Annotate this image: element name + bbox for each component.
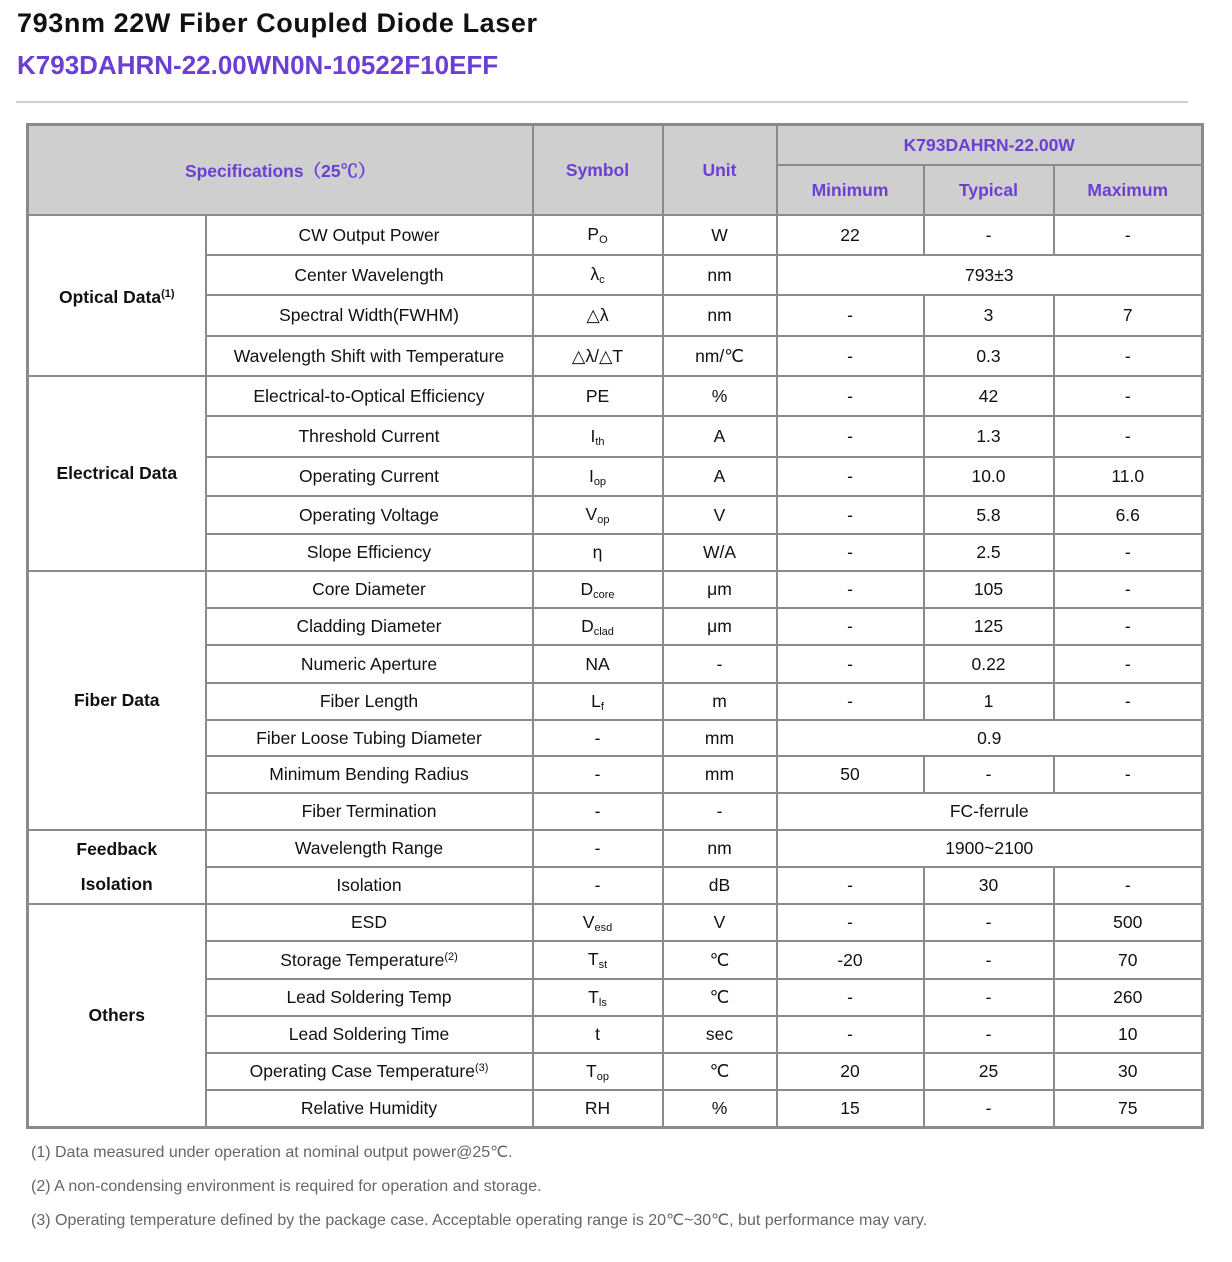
table-row	[28, 376, 1203, 416]
cell-parameter	[206, 295, 533, 336]
cell-unit: nm	[663, 255, 777, 295]
cell-unit: ℃	[663, 941, 777, 979]
cell-parameter	[206, 1016, 533, 1053]
parameter-text: Storage Temperature	[280, 949, 445, 970]
cell-min: -20	[777, 941, 924, 979]
cell-unit: A	[663, 457, 777, 496]
cell-parameter	[206, 416, 533, 457]
group-label-text: Fiber Data	[73, 690, 160, 710]
cell-symbol	[533, 215, 663, 255]
cell-symbol	[533, 416, 663, 457]
cell-typ: -	[924, 1090, 1054, 1127]
cell-symbol	[533, 571, 663, 608]
group-label-line: Feedback	[76, 839, 158, 859]
symbol-text: t	[595, 1024, 600, 1044]
cell-max: -	[1054, 645, 1203, 683]
cell-symbol	[533, 756, 663, 793]
footnotes	[31, 1142, 927, 1244]
cell-max: -	[1054, 683, 1203, 720]
cell-unit: W/A	[663, 534, 777, 571]
parameter-text: Operating Current	[298, 466, 440, 486]
header-typical: Typical	[924, 165, 1054, 215]
cell-value-span: 0.9	[777, 720, 1203, 756]
cell-parameter	[206, 645, 533, 683]
cell-symbol	[533, 295, 663, 336]
cell-typ: 5.8	[924, 496, 1054, 534]
cell-symbol	[533, 336, 663, 376]
table-row	[28, 215, 1203, 255]
cell-min: -	[777, 904, 924, 941]
symbol-text: △λ/△T	[571, 345, 624, 366]
table-row	[28, 571, 1203, 608]
cell-max: 260	[1054, 979, 1203, 1016]
group-label-text: Electrical Data	[56, 463, 178, 483]
cell-parameter	[206, 376, 533, 416]
cell-max: -	[1054, 215, 1203, 255]
header-maximum: Maximum	[1054, 165, 1203, 215]
parameter-text: CW Output Power	[298, 224, 440, 245]
group-label-others	[28, 904, 206, 1127]
parameter-text: Cladding Diameter	[296, 616, 442, 636]
cell-parameter	[206, 608, 533, 645]
symbol-text: -	[594, 838, 601, 858]
cell-symbol	[533, 457, 663, 496]
cell-parameter	[206, 457, 533, 496]
symbol-text: -	[594, 727, 601, 748]
divider	[16, 101, 1188, 103]
cell-parameter	[206, 215, 533, 255]
group-label-text: Optical Data	[58, 286, 162, 307]
symbol-text: -	[594, 875, 601, 895]
group-label-feedback	[28, 830, 206, 904]
cell-parameter	[206, 979, 533, 1016]
group-label-electrical	[28, 376, 206, 571]
cell-min: -	[777, 608, 924, 645]
cell-typ: 2.5	[924, 534, 1054, 571]
cell-typ: 105	[924, 571, 1054, 608]
parameter-text: Isolation	[336, 875, 402, 895]
footnote-ref: (3)	[474, 1062, 489, 1074]
symbol-subscript: f	[600, 700, 604, 713]
cell-unit: A	[663, 416, 777, 457]
symbol-text: NA	[585, 653, 610, 674]
parameter-text: ESD	[351, 912, 387, 932]
cell-typ: -	[924, 979, 1054, 1016]
symbol-text: L	[591, 690, 601, 711]
parameter-text: Wavelength Range	[294, 838, 444, 858]
cell-parameter	[206, 756, 533, 793]
cell-max: 70	[1054, 941, 1203, 979]
cell-max: 7	[1054, 295, 1203, 336]
cell-min: -	[777, 295, 924, 336]
parameter-text: Minimum Bending Radius	[269, 764, 469, 784]
cell-max: 11.0	[1054, 457, 1203, 496]
cell-max: -	[1054, 608, 1203, 645]
cell-symbol	[533, 1090, 663, 1127]
cell-max: -	[1054, 336, 1203, 376]
symbol-text: P	[587, 224, 600, 244]
cell-min: -	[777, 416, 924, 457]
cell-parameter	[206, 571, 533, 608]
footnote-2: (2) A non-condensing environment is required for operation and storage.	[31, 1178, 542, 1195]
parameter-text: Lead Soldering Time	[288, 1024, 450, 1044]
cell-symbol	[533, 720, 663, 756]
header-symbol: Symbol	[533, 125, 663, 216]
symbol-text: λ	[590, 264, 600, 284]
symbol-text: V	[582, 911, 595, 932]
symbol-text: T	[587, 949, 599, 969]
header-unit: Unit	[663, 125, 777, 216]
symbol-subscript: O	[599, 234, 608, 246]
symbol-subscript: st	[598, 959, 608, 971]
cell-symbol	[533, 1053, 663, 1090]
footnote-3: (3) Operating temperature defined by the package case. Acceptable operating range is 20℃~30℃, but performance may vary.	[31, 1212, 928, 1229]
cell-typ: 0.22	[924, 645, 1054, 683]
spec-table	[26, 123, 1204, 1129]
cell-min: -	[777, 1016, 924, 1053]
cell-symbol	[533, 683, 663, 720]
cell-parameter	[206, 793, 533, 830]
cell-parameter	[206, 496, 533, 534]
cell-symbol	[533, 496, 663, 534]
group-label-text: Others	[88, 1004, 145, 1025]
cell-typ: 1	[924, 683, 1054, 720]
footnote-1: (1) Data measured under operation at nominal output power@25℃.	[31, 1144, 513, 1161]
symbol-text: -	[594, 801, 601, 821]
parameter-text: Lead Soldering Temp	[286, 987, 452, 1007]
cell-typ: -	[924, 215, 1054, 255]
cell-max: -	[1054, 571, 1203, 608]
cell-typ: 25	[924, 1053, 1054, 1090]
cell-typ: 3	[924, 295, 1054, 336]
cell-min: -	[777, 336, 924, 376]
cell-min: -	[777, 979, 924, 1016]
cell-max: -	[1054, 534, 1203, 571]
symbol-text: T	[588, 986, 599, 1007]
footnote-ref: (1)	[161, 287, 175, 300]
cell-symbol	[533, 376, 663, 416]
header-minimum: Minimum	[777, 165, 924, 215]
cell-unit: mm	[663, 720, 777, 756]
cell-parameter	[206, 336, 533, 376]
cell-max: -	[1054, 416, 1203, 457]
symbol-text: I	[590, 425, 596, 446]
cell-min: 15	[777, 1090, 924, 1127]
symbol-text: PE	[585, 385, 610, 406]
cell-typ: 30	[924, 867, 1054, 904]
symbol-text: D	[580, 578, 594, 599]
group-label-line: Isolation	[80, 874, 153, 894]
cell-unit: sec	[663, 1016, 777, 1053]
parameter-text: Core Diameter	[312, 579, 426, 599]
cell-typ: -	[924, 1016, 1054, 1053]
cell-parameter	[206, 830, 533, 867]
group-label-optical	[28, 215, 206, 376]
parameter-text: Fiber Loose Tubing Diameter	[256, 727, 482, 748]
symbol-subscript: ls	[598, 996, 607, 1009]
cell-typ: 1.3	[924, 416, 1054, 457]
cell-symbol	[533, 1016, 663, 1053]
cell-symbol	[533, 608, 663, 645]
parameter-text: Center Wavelength	[294, 264, 444, 285]
cell-max: 500	[1054, 904, 1203, 941]
cell-max: -	[1054, 867, 1203, 904]
cell-symbol	[533, 979, 663, 1016]
cell-value-span: 793±3	[777, 255, 1203, 295]
parameter-text: Slope Efficiency	[306, 542, 432, 562]
cell-max: -	[1054, 756, 1203, 793]
cell-min: -	[777, 571, 924, 608]
cell-symbol	[533, 904, 663, 941]
cell-max: 10	[1054, 1016, 1203, 1053]
cell-parameter	[206, 255, 533, 295]
cell-typ: 42	[924, 376, 1054, 416]
cell-min: -	[777, 457, 924, 496]
cell-unit: -	[663, 645, 777, 683]
cell-min: -	[777, 683, 924, 720]
cell-parameter	[206, 867, 533, 904]
parameter-text: Spectral Width(FWHM)	[279, 305, 459, 325]
parameter-text: Operating Voltage	[298, 504, 440, 525]
cell-max: 75	[1054, 1090, 1203, 1127]
cell-parameter	[206, 1090, 533, 1127]
cell-unit: V	[663, 496, 777, 534]
symbol-text: D	[581, 615, 594, 636]
symbol-text: △λ	[586, 305, 609, 325]
header-model: K793DAHRN-22.00W	[777, 125, 1203, 166]
symbol-text: I	[588, 465, 594, 486]
cell-max: 30	[1054, 1053, 1203, 1090]
cell-parameter	[206, 941, 533, 979]
symbol-text: -	[594, 764, 601, 784]
cell-parameter	[206, 683, 533, 720]
symbol-text: η	[592, 542, 603, 562]
symbol-text: RH	[584, 1097, 611, 1118]
symbol-subscript: clad	[593, 625, 614, 638]
cell-max: 6.6	[1054, 496, 1203, 534]
parameter-text: Fiber Termination	[301, 801, 437, 821]
cell-min: 50	[777, 756, 924, 793]
cell-symbol	[533, 941, 663, 979]
cell-symbol	[533, 867, 663, 904]
parameter-text: Relative Humidity	[300, 1097, 438, 1118]
cell-typ: -	[924, 904, 1054, 941]
cell-min: -	[777, 496, 924, 534]
symbol-subscript: core	[593, 588, 615, 601]
cell-typ: 0.3	[924, 336, 1054, 376]
cell-unit: ℃	[663, 1053, 777, 1090]
cell-unit: W	[663, 215, 777, 255]
cell-min: 22	[777, 215, 924, 255]
cell-min: -	[777, 376, 924, 416]
parameter-text: Electrical-to-Optical Efficiency	[253, 385, 485, 406]
cell-unit: -	[663, 793, 777, 830]
cell-typ: -	[924, 941, 1054, 979]
cell-min: 20	[777, 1053, 924, 1090]
symbol-text: V	[585, 504, 598, 524]
parameter-text: Fiber Length	[319, 691, 419, 711]
cell-value-span: 1900~2100	[777, 830, 1203, 867]
cell-min: -	[777, 867, 924, 904]
parameter-text: Threshold Current	[298, 426, 440, 446]
page-title: 793nm 22W Fiber Coupled Diode Laser	[17, 8, 538, 38]
table-row	[28, 830, 1203, 867]
cell-unit: dB	[663, 867, 777, 904]
cell-unit: nm	[663, 830, 777, 867]
symbol-subscript: c	[599, 274, 605, 286]
cell-unit: nm	[663, 295, 777, 336]
header-specifications: Specifications（25℃）	[28, 125, 533, 216]
cell-unit: %	[663, 1090, 777, 1127]
parameter-text: Numeric Aperture	[300, 653, 438, 674]
cell-parameter	[206, 1053, 533, 1090]
symbol-subscript: op	[593, 475, 607, 488]
cell-max: -	[1054, 376, 1203, 416]
cell-unit: V	[663, 904, 777, 941]
group-label-fiber	[28, 571, 206, 830]
cell-symbol	[533, 534, 663, 571]
symbol-subscript: op	[597, 514, 610, 526]
symbol-subscript: op	[596, 1070, 609, 1083]
cell-typ: 125	[924, 608, 1054, 645]
cell-unit: μm	[663, 571, 777, 608]
cell-min: -	[777, 534, 924, 571]
cell-parameter	[206, 904, 533, 941]
cell-symbol	[533, 830, 663, 867]
cell-parameter	[206, 534, 533, 571]
cell-value-span: FC-ferrule	[777, 793, 1203, 830]
cell-unit: m	[663, 683, 777, 720]
cell-unit: nm/℃	[663, 336, 777, 376]
cell-unit: mm	[663, 756, 777, 793]
cell-typ: 10.0	[924, 457, 1054, 496]
cell-symbol	[533, 255, 663, 295]
table-row	[28, 904, 1203, 941]
cell-parameter	[206, 720, 533, 756]
symbol-subscript: th	[595, 435, 605, 448]
footnote-ref: (2)	[444, 950, 458, 963]
cell-typ: -	[924, 756, 1054, 793]
symbol-text: T	[586, 1060, 597, 1081]
cell-unit: %	[663, 376, 777, 416]
parameter-text: Wavelength Shift with Temperature	[233, 345, 505, 366]
cell-min: -	[777, 645, 924, 683]
parameter-text: Operating Case Temperature	[249, 1061, 475, 1081]
symbol-subscript: esd	[594, 921, 613, 934]
cell-symbol	[533, 793, 663, 830]
cell-unit: μm	[663, 608, 777, 645]
part-number: K793DAHRN-22.00WN0N-10522F10EFF	[17, 50, 499, 80]
cell-unit: ℃	[663, 979, 777, 1016]
cell-symbol	[533, 645, 663, 683]
